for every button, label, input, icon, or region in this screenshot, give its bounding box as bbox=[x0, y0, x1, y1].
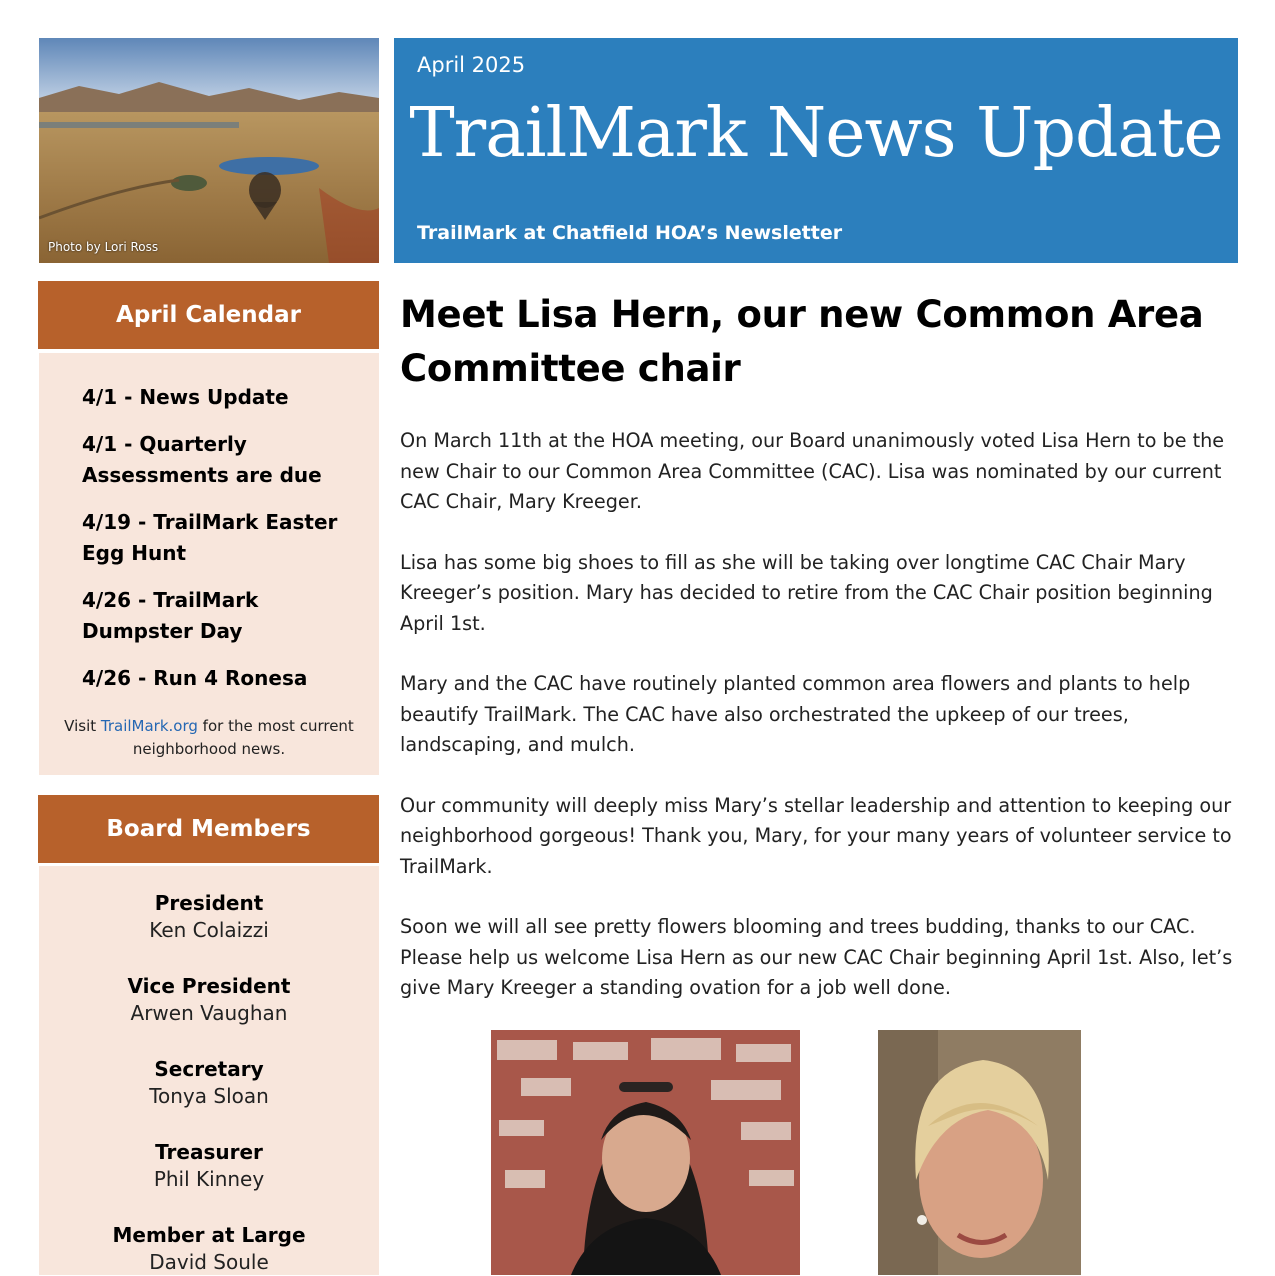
article-paragraph: Lisa has some big shoes to fill as she will be taking over longtime CAC Chair Mary Kreeger’s position. Mary has decided to retire from the CAC Chair position beginning April 1st. bbox=[400, 550, 1213, 635]
board-member bbox=[39, 890, 379, 944]
article-title: Meet Lisa Hern, our new Common Area Committee chair bbox=[400, 293, 1204, 390]
calendar-list bbox=[39, 353, 379, 694]
board-panel bbox=[39, 866, 379, 1275]
article-paragraph: Soon we will all see pretty flowers blooming and trees budding, thanks to our CAC. Please help us welcome Lisa Hern as our new CAC Chair beginning April 1st. Also, let’s give Mary Kreeger a standing ovation for a job well done. bbox=[400, 915, 1233, 999]
member-role: Secretary bbox=[154, 1057, 264, 1081]
landscape-illustration bbox=[39, 38, 379, 263]
visit-note-prefix: Visit bbox=[64, 717, 101, 735]
calendar-item: 4/19 - TrailMark Easter Egg Hunt bbox=[82, 510, 338, 565]
lisa-portrait-illustration bbox=[491, 1030, 800, 1275]
board-header: Board Members bbox=[38, 795, 379, 863]
board-member bbox=[39, 1222, 379, 1276]
member-role: Vice President bbox=[127, 974, 291, 998]
member-name: Arwen Vaughan bbox=[130, 1001, 288, 1025]
visit-note bbox=[49, 715, 369, 761]
lisa-hern-photo bbox=[491, 1030, 800, 1275]
calendar-item: 4/26 - Run 4 Ronesa bbox=[82, 666, 308, 690]
newsletter-title: TrailMark News Update bbox=[409, 94, 1223, 173]
calendar-header: April Calendar bbox=[38, 281, 379, 349]
calendar-item: 4/26 - TrailMark Dumpster Day bbox=[82, 588, 259, 643]
newsletter-subtitle: TrailMark at Chatfield HOA’s Newsletter bbox=[417, 222, 843, 244]
calendar-panel bbox=[39, 353, 379, 775]
member-name: Ken Colaizzi bbox=[149, 918, 269, 942]
article-paragraph: On March 11th at the HOA meeting, our Board unanimously voted Lisa Hern to be the new Chair to our Common Area Committee (CAC). Lisa was nominated by our current CAC Chair, Mary Kreeger. bbox=[400, 429, 1225, 513]
masthead bbox=[394, 38, 1238, 263]
article-body bbox=[400, 426, 1235, 1004]
board-member bbox=[39, 973, 379, 1027]
board-member bbox=[39, 1056, 379, 1110]
member-name: Phil Kinney bbox=[153, 1167, 265, 1191]
member-name: Tonya Sloan bbox=[149, 1084, 269, 1108]
calendar-item: 4/1 - News Update bbox=[82, 385, 289, 409]
trailmark-link[interactable]: TrailMark.org bbox=[100, 717, 198, 735]
member-role: President bbox=[154, 891, 264, 915]
article-paragraph: Our community will deeply miss Mary’s stellar leadership and attention to keeping our neighborhood gorgeous! Thank you, Mary, for your many years of volunteer service to TrailMark. bbox=[400, 793, 1232, 878]
issue-date: April 2025 bbox=[417, 53, 526, 77]
board-list bbox=[39, 866, 379, 1276]
article bbox=[400, 288, 1235, 1034]
member-role: Treasurer bbox=[155, 1140, 263, 1164]
mary-kreeger-photo bbox=[878, 1030, 1081, 1275]
board-member bbox=[39, 1139, 379, 1193]
calendar-item: 4/1 - Quarterly Assessments are due bbox=[82, 432, 322, 487]
member-role: Member at Large bbox=[112, 1223, 306, 1247]
hero-photo bbox=[39, 38, 379, 263]
photo-credit: Photo by Lori Ross bbox=[48, 240, 159, 254]
visit-note-suffix: for the most current neighborhood news. bbox=[132, 717, 354, 758]
article-paragraph: Mary and the CAC have routinely planted common area flowers and plants to help beautify TrailMark. The CAC have also orchestrated the upkeep of our trees, landscaping, and mulch. bbox=[400, 672, 1191, 756]
member-name: David Soule bbox=[149, 1250, 269, 1274]
mary-portrait-illustration bbox=[878, 1030, 1081, 1275]
